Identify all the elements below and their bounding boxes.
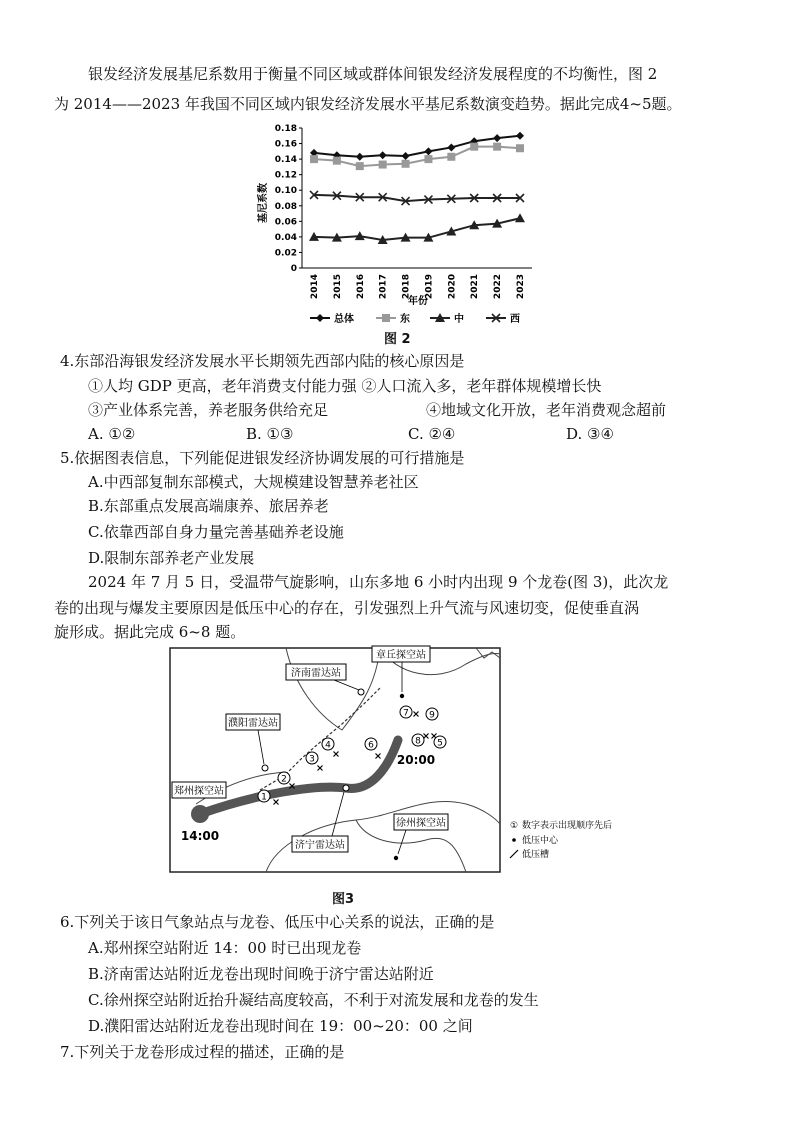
x-tick-label: 2022 <box>493 274 504 300</box>
label-zhengzhou: 郑州探空站 <box>174 786 224 797</box>
point-diamond <box>316 314 324 322</box>
point-square <box>424 155 432 163</box>
point-square <box>493 143 501 151</box>
x-tick-label: 2015 <box>332 274 343 300</box>
legend-low-center: 低压中心 <box>522 836 559 846</box>
legend-numbers: 数字表示出现顺序先后 <box>522 821 613 831</box>
x-tick-label: 2019 <box>424 274 435 300</box>
point-square <box>402 160 410 168</box>
x-tick-label: 2016 <box>355 274 366 300</box>
q4-statement-4: ④地域文化开放，老年消费观念超前 <box>426 401 667 419</box>
tornado-marker-number: 2 <box>281 774 287 785</box>
y-tick-label: 0.10 <box>274 186 297 197</box>
q6-option-b[interactable]: B.济南雷达站附近龙卷出现时间晚于济宁雷达站附近 <box>88 965 434 983</box>
q7-stem: 7.下列关于龙卷形成过程的描述，正确的是 <box>60 1043 345 1061</box>
time-start: 14:00 <box>180 829 220 843</box>
time-end: 20:00 <box>396 753 436 767</box>
tornado-marker-number: 1 <box>261 792 267 803</box>
point-diamond <box>424 147 432 155</box>
intro2-line3: 旋形成。据此完成 6~8 题。 <box>54 623 246 641</box>
y-tick-label: 0.08 <box>274 201 297 212</box>
intro1-line2: 为 2014——2023 年我国不同区域内银发经济发展水平基尼系数演变趋势。据此完成4~5题。 <box>54 95 682 113</box>
label-jinan: 济南雷达站 <box>291 668 341 679</box>
label-zhangqiu: 章丘探空站 <box>376 650 426 661</box>
q4-option-c[interactable]: C. ②④ <box>408 425 456 443</box>
y-tick-label: 0.12 <box>274 170 297 181</box>
y-tick-label: 0.02 <box>274 248 297 259</box>
point-diamond <box>402 152 410 160</box>
q6-option-d[interactable]: D.濮阳雷达站附近龙卷出现时间在 19：00~20：00 之间 <box>88 1017 473 1035</box>
y-tick-label: 0 <box>290 264 297 274</box>
point-square <box>516 144 524 152</box>
tornado-marker-number: 5 <box>437 738 443 749</box>
tornado-marker-number: 4 <box>325 740 331 751</box>
legend-trough: 低压槽 <box>522 850 550 860</box>
label-puyang: 濮阳雷达站 <box>228 718 278 729</box>
legend-label: 东 <box>400 314 410 325</box>
x-tick-label: 2020 <box>447 274 458 300</box>
intro2-line1: 2024 年 7 月 5 日，受温带气旋影响，山东多地 6 小时内出现 9 个龙卷(图 3)，此次龙 <box>88 573 669 591</box>
q4-stem: 4.东部沿海银发经济发展水平长期领先西部内陆的核心原因是 <box>60 352 465 370</box>
figure2-caption: 图 2 <box>384 332 411 347</box>
q5-option-d[interactable]: D.限制东部养老产业发展 <box>88 549 255 567</box>
tornado-marker-number: 9 <box>429 710 435 721</box>
q6-stem: 6.下列关于该日气象站点与龙卷、低压中心关系的说法，正确的是 <box>60 913 495 931</box>
series-line <box>314 195 520 201</box>
xuzhou-station-dot <box>394 856 398 860</box>
x-tick-label: 2023 <box>516 274 526 300</box>
tornado-marker-number: 6 <box>368 740 374 751</box>
q4-statement-3: ③产业体系完善，养老服务供给充足 <box>88 401 329 419</box>
series-triangle <box>309 213 525 244</box>
x-tick-label: 2021 <box>470 274 481 300</box>
legend-circled-number: ① <box>510 821 519 831</box>
point-square <box>470 143 478 151</box>
intro2-line2: 卷的出现与爆发主要原因是低压中心的存在，引发强烈上升气流与风速切变，促使垂直涡 <box>54 599 640 617</box>
q5-option-c[interactable]: C.依靠西部自身力量完善基础养老设施 <box>88 523 344 541</box>
legend-trough-symbol <box>510 850 518 858</box>
legend-low-center-dot <box>512 838 516 842</box>
point-square <box>356 162 364 170</box>
x-axis-label: 年份 <box>408 296 428 307</box>
figure3-caption: 图3 <box>332 892 355 907</box>
intro1-line1: 银发经济发展基尼系数用于衡量不同区域或群体间银发经济发展程度的不均衡性，图 2 <box>88 65 658 83</box>
jining-station-dot <box>343 785 349 791</box>
point-square <box>447 153 455 161</box>
x-tick-label: 2014 <box>310 274 320 300</box>
y-tick-label: 0.04 <box>274 232 297 243</box>
y-tick-label: 0.06 <box>274 217 297 228</box>
legend-label: 中 <box>454 314 464 325</box>
q5-option-a[interactable]: A.中西部复制东部模式，大规模建设智慧养老社区 <box>88 473 419 491</box>
label-xuzhou: 徐州探空站 <box>396 818 446 829</box>
q4-statement-1-2: ①人均 GDP 更高，老年消费支付能力强 ②人口流入多，老年群体规模增长快 <box>88 377 602 395</box>
q4-option-d[interactable]: D. ③④ <box>566 425 614 443</box>
q5-option-b[interactable]: B.东部重点发展高端康养、旅居养老 <box>88 497 329 515</box>
chart-series <box>309 132 525 244</box>
point-square <box>379 161 387 169</box>
q6-option-a[interactable]: A.郑州探空站附近 14：00 时已出现龙卷 <box>88 939 362 957</box>
x-tick-label: 2018 <box>401 274 412 300</box>
point-diamond <box>379 151 387 159</box>
gini-line-chart <box>250 118 550 330</box>
point-diamond <box>493 134 501 142</box>
point-square <box>333 157 341 165</box>
track-start-marker <box>191 805 209 823</box>
tornado-marker-number: 8 <box>415 736 421 747</box>
point-square <box>310 155 318 163</box>
series-x <box>310 191 524 205</box>
y-tick-label: 0.18 <box>274 124 297 134</box>
tornado-map <box>166 644 636 884</box>
y-tick-label: 0.14 <box>274 155 297 166</box>
point-diamond <box>516 132 524 140</box>
q6-option-c[interactable]: C.徐州探空站附近抬升凝结高度较高，不利于对流发展和龙卷的发生 <box>88 991 539 1009</box>
q4-option-b[interactable]: B. ①③ <box>246 425 294 443</box>
series-line <box>314 218 520 240</box>
point-diamond <box>447 143 455 151</box>
point-square <box>382 314 390 322</box>
q5-stem: 5.依据图表信息，下列能促进银发经济协调发展的可行措施是 <box>60 449 465 467</box>
q4-option-a[interactable]: A. ①② <box>88 425 136 443</box>
zhangqiu-station-dot <box>400 694 404 698</box>
tornado-marker-number: 7 <box>403 708 409 719</box>
chart-legend <box>310 312 520 325</box>
legend-label: 总体 <box>334 314 354 325</box>
x-tick-label: 2017 <box>378 274 389 300</box>
point-diamond <box>356 153 364 161</box>
label-jining: 济宁雷达站 <box>295 840 345 851</box>
y-tick-label: 0.16 <box>274 139 297 150</box>
puyang-station-dot <box>262 765 268 771</box>
legend-label: 西 <box>510 314 520 325</box>
y-axis-label: 基尼系数 <box>258 183 269 223</box>
point-triangle <box>515 213 525 222</box>
tornado-marker-number: 3 <box>309 754 315 765</box>
